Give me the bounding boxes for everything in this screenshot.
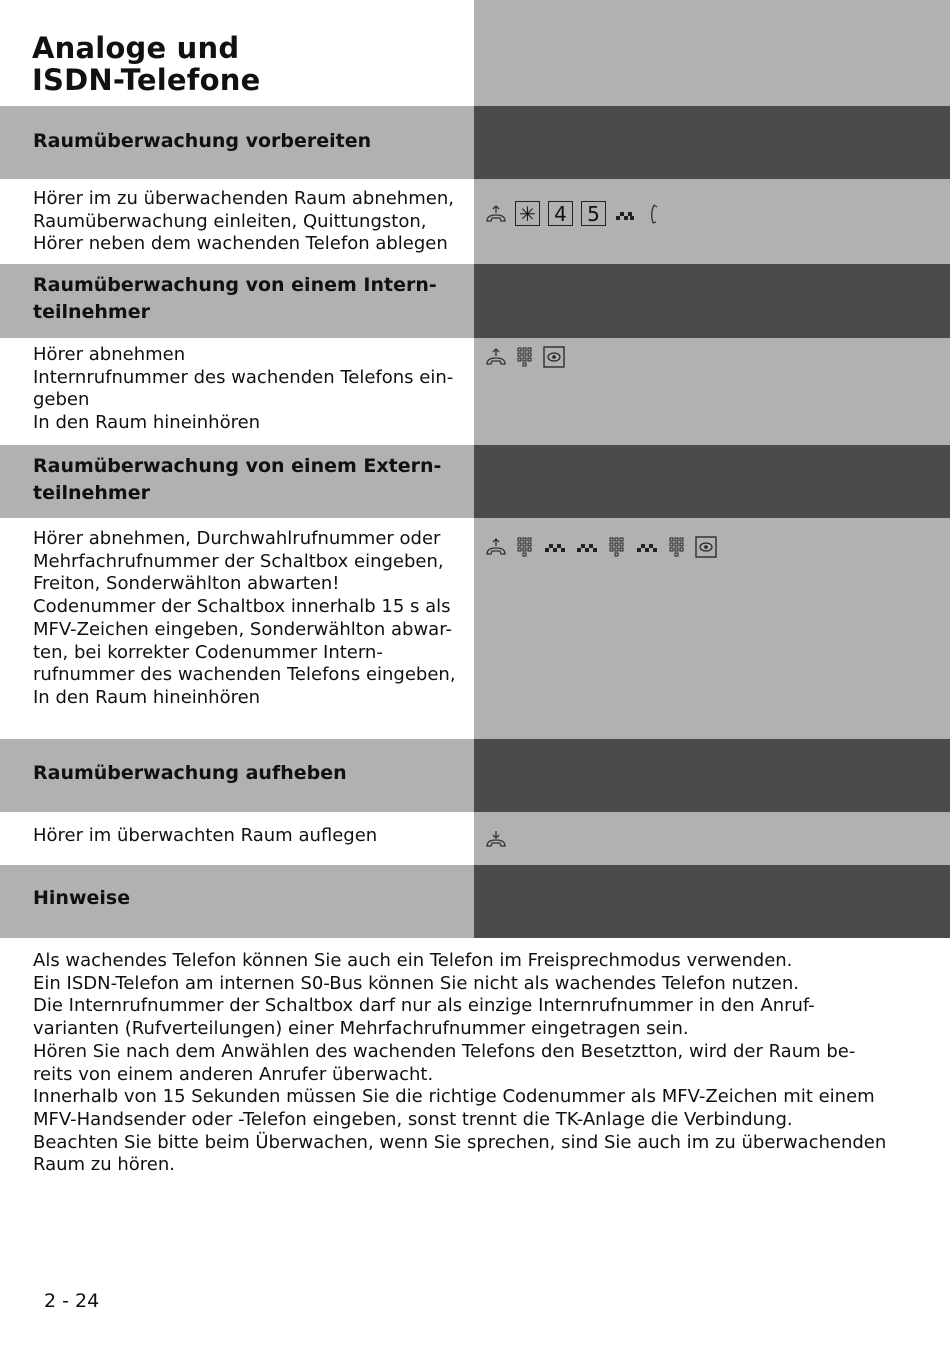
text-cancel-monitoring: Hörer im überwachten Raum auflegen [33, 825, 378, 846]
listen-icon [543, 346, 565, 368]
key-5-icon: 5 [581, 201, 606, 226]
heading-notes: Hinweise [33, 887, 131, 909]
star-key-icon: ✳ [515, 201, 540, 226]
heading-cancel-monitoring: Raumüberwachung aufheben [33, 762, 347, 784]
heading-monitor-internal: Raumüberwachung von einem Intern- teilnehmer [33, 274, 437, 323]
section-heading-dark-bar [474, 106, 950, 179]
right-column-header-bg [474, 0, 950, 106]
handset-lift-icon [485, 536, 507, 558]
tone-icon [543, 536, 567, 558]
listen-icon [695, 536, 717, 558]
icon-sequence [485, 201, 662, 226]
text-prepare-monitoring: Hörer im zu überwachenden Raum abnehmen, Raumüberwachung einleiten, Quittungston, Hörer neben dem wachenden Telefon ablegen [33, 188, 454, 255]
text-monitor-external: Hörer abnehmen, Durchwahlrufnummer oder Mehrfachrufnummer der Schaltbox eingeben, Freiton, Sonderwählton abwarten! Codenummer der Schaltbox innerhalb 15 s als MFV-Zeichen eingeben, Sonderwählton abwar- ten, bei korrekter Codenummer Intern- rufnummer des wachenden Telefons eingeben, In den Raum hineinhören [33, 528, 456, 708]
icon-sequence [485, 346, 565, 368]
key-4-icon: 4 [548, 201, 573, 226]
text-monitor-internal: Hörer abnehmen Internrufnummer des wachenden Telefons ein- geben In den Raum hineinhören [33, 344, 454, 434]
keypad-icon [515, 346, 535, 368]
page-title-line1: Analoge und [32, 31, 240, 65]
page-title [32, 32, 260, 96]
handset-hangup-icon [485, 828, 507, 850]
handset-lift-icon [485, 203, 507, 225]
section-heading-dark-bar [474, 865, 950, 938]
section-heading-dark-bar [474, 739, 950, 812]
section-icon-area [474, 812, 950, 865]
notes-text: Als wachendes Telefon können Sie auch ein Telefon im Freisprechmodus verwenden. Ein ISDN-Telefon am internen S0-Bus können Sie nicht als wachendes Telefon nutzen. Die Internrufnummer der Schaltbox darf nur als einzige Internrufnummer in den Anruf- varianten (Rufverteilungen) einer Mehrfachrufnummer eingetragen sein. Hören Sie nach dem Anwählen des wachenden Telefons den Besetztton, wird der Raum be- reits von einem anderen Anrufer überwacht. Innerhalb von 15 Sekunden müssen Sie die richtige Codenummer als MFV-Zeichen mit einem MFV-Handsender oder -Telefon eingeben, sonst trennt die TK-Anlage die Verbindung. Beachten Sie bitte beim Überwachen, wenn Sie sprechen, sind Sie auch im zu überwachenden Raum zu hören. [33, 950, 887, 1176]
tone-icon [635, 536, 659, 558]
section-heading-dark-bar [474, 264, 950, 338]
handset-lift-icon [485, 346, 507, 368]
page-number: 2 - 24 [44, 1290, 100, 1312]
keypad-icon [607, 536, 627, 558]
keypad-icon [515, 536, 535, 558]
heading-prepare-monitoring: Raumüberwachung vorbereiten [33, 130, 372, 152]
section-heading-dark-bar [474, 445, 950, 518]
icon-sequence [485, 536, 717, 558]
tone-icon [575, 536, 599, 558]
handset-aside-icon [644, 203, 662, 225]
page-title-line2: ISDN-Telefone [32, 63, 261, 97]
icon-sequence [485, 828, 507, 850]
keypad-icon [667, 536, 687, 558]
ack-tone-icon [614, 203, 636, 225]
heading-monitor-external: Raumüberwachung von einem Extern- teilnehmer [33, 455, 442, 504]
